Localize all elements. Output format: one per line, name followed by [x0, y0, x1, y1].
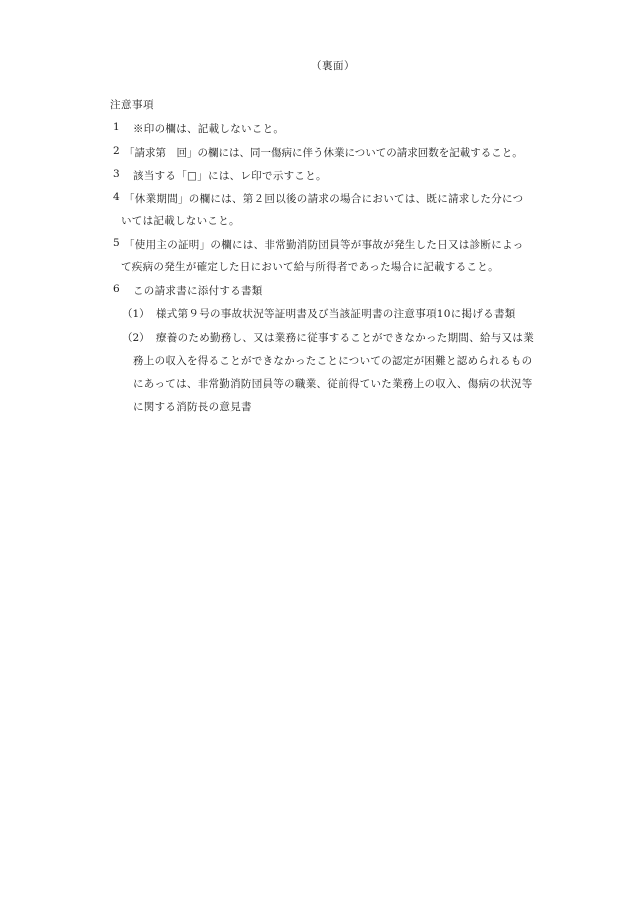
subitem-1-line-1: 様式第９号の事故状況等証明書及び当該証明書の注意事項10に掲げる書類: [156, 308, 516, 320]
subitem-2-number: （2）: [122, 332, 150, 344]
item-5-line-1: 「使用主の証明」の欄には、非常勤消防団員等が事故が発生した日又は診断によっ: [124, 239, 524, 251]
item-5-number: 5: [113, 237, 120, 249]
item-5-line-2: て疾病の発生が確定した日において給与所得者であった場合に記載すること。: [121, 261, 499, 273]
item-4-line-2: いては記載しないこと。: [121, 215, 240, 227]
item-4-number: 4: [113, 191, 120, 203]
item-1-number: 1: [113, 121, 120, 133]
notes-heading: 注意事項: [110, 99, 154, 111]
subitem-2-line-4: に関する消防長の意見書: [133, 401, 252, 413]
item-6-line-1: この請求書に添付する書類: [133, 285, 263, 297]
subitem-1-number: （1）: [122, 308, 150, 320]
page-title: （裏面）: [311, 60, 355, 72]
subitem-2-line-2: 務上の収入を得ることができなかったことについての認定が困難と認められるもの: [133, 355, 533, 367]
item-2-number: 2: [113, 145, 120, 157]
item-2-line-1: 「請求第 回」の欄には、同一傷病に伴う休業についての請求回数を記載すること。: [124, 147, 523, 159]
item-3-line-1: 該当する「□」には、レ印で示すこと。: [133, 170, 327, 182]
item-1-line-1: ※印の欄は、記載しないこと。: [133, 123, 285, 135]
item-4-line-1: 「休業期間」の欄には、第２回以後の請求の場合においては、既に請求した分につ: [124, 193, 524, 205]
item-6-number: 6: [113, 283, 120, 295]
subitem-2-line-1: 療養のため勤務し、又は業務に従事することができなかった期間、給与又は業: [156, 332, 534, 344]
item-3-number: 3: [113, 168, 120, 180]
subitem-2-line-3: にあっては、非常勤消防団員等の職業、従前得ていた業務上の収入、傷病の状況等: [133, 378, 533, 390]
